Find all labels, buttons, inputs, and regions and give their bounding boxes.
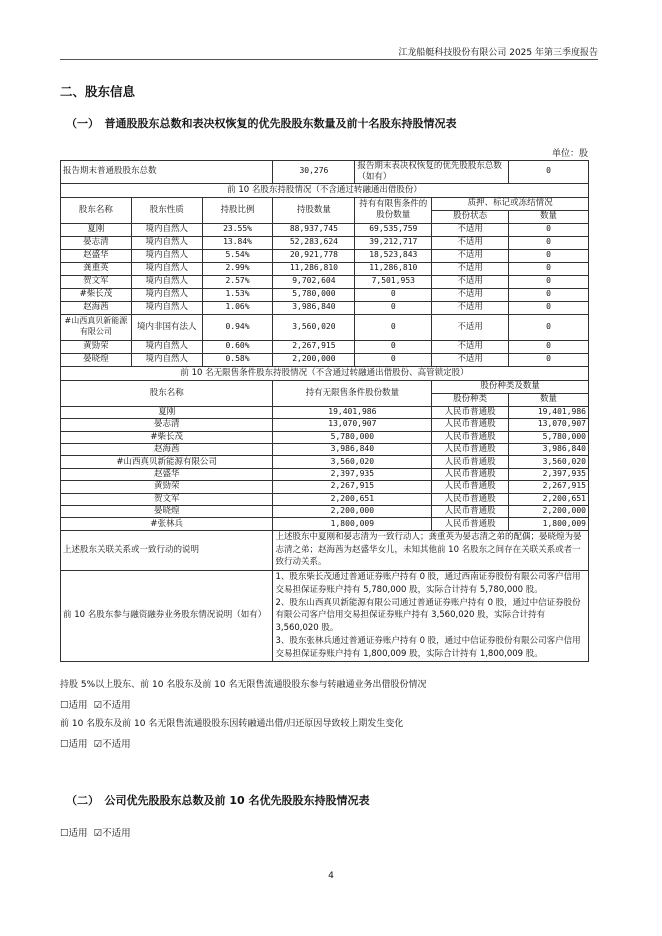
table-row	[61, 249, 589, 262]
margin-row	[61, 570, 589, 661]
top10-header-row	[61, 197, 589, 210]
table-row	[61, 275, 589, 288]
share-count: 13,070,907	[509, 419, 589, 431]
shareholder-name: 晏晓煌	[61, 505, 273, 517]
table-row	[61, 481, 589, 493]
pledge-count: 0	[509, 288, 589, 301]
shareholder-nature: 境内自然人	[131, 236, 202, 249]
share-count: 3,986,840	[509, 443, 589, 455]
shareholding-ratio: 0.60%	[202, 340, 273, 353]
checkbox-not-applicable[interactable]: ☑不适用	[93, 828, 131, 839]
unit-label: 单位：股	[551, 149, 588, 159]
shareholding-qty: 3,986,840	[273, 301, 355, 314]
pledge-count: 0	[509, 301, 589, 314]
share-count: 19,401,986	[509, 406, 589, 418]
relation-row	[61, 530, 589, 570]
shareholder-name: 黄勁荣	[61, 481, 273, 493]
unrestricted-header-row	[61, 380, 589, 393]
shareholder-name: 夏刚	[61, 223, 132, 236]
shareholding-qty: 52,283,624	[273, 236, 355, 249]
total-shareholders-label: 报告期末普通股股东总数	[61, 161, 273, 184]
shareholder-name: 赵盛华	[61, 249, 132, 262]
pledge-count: 0	[509, 223, 589, 236]
header-nature: 股东性质	[131, 197, 202, 223]
subsection-title-2: （二） 公司优先股股东总数及前 10 名优先股股东持股情况表	[66, 794, 370, 807]
share-status: 不适用	[432, 275, 509, 288]
shareholding-ratio: 23.55%	[202, 223, 273, 236]
table-row	[61, 353, 589, 366]
checkbox-applicable[interactable]: ☐适用	[60, 828, 88, 839]
margin-text	[273, 570, 589, 661]
margin-paragraph-2: 2、股东山西真贝新能源有限公司通过普通证券账户持有 0 股，通过中信证券股份有限公司客户信用交易担保证券账户持有 3,560,020 股，实际合计持有 3,560,020 股。	[275, 597, 581, 634]
table-row	[61, 468, 589, 480]
table-row	[61, 456, 589, 468]
shareholding-ratio: 1.06%	[202, 301, 273, 314]
share-count: 3,560,020	[509, 456, 589, 468]
margin-paragraph-3: 3、股东张林兵通过普通证券账户持有 0 股，通过中信证券股份有限公司客户信用交易担保证券账户持有 1,800,009 股，实际合计持有 1,800,009 股。	[275, 636, 581, 660]
restricted-qty: 0	[355, 340, 432, 353]
table-row	[61, 443, 589, 455]
shareholding-ratio: 1.53%	[202, 288, 273, 301]
header-divider	[60, 59, 598, 60]
relation-label: 上述股东关联关系或一致行动的说明	[61, 530, 273, 570]
share-kind: 人民币普通股	[432, 406, 509, 418]
total-shareholders-row	[61, 161, 589, 184]
unrestricted-qty: 2,200,651	[273, 493, 432, 505]
restricted-qty: 0	[355, 301, 432, 314]
checkbox-group-2	[60, 736, 131, 750]
shareholding-ratio: 13.84%	[202, 236, 273, 249]
pledge-count: 0	[509, 262, 589, 275]
restricted-qty: 7,501,953	[355, 275, 432, 288]
restricted-qty: 11,286,810	[355, 262, 432, 275]
checkbox-applicable[interactable]: ☐适用	[60, 700, 88, 711]
shareholding-ratio: 0.94%	[202, 314, 273, 340]
header-name: 股东名称	[61, 197, 132, 223]
restricted-qty: 39,212,717	[355, 236, 432, 249]
page-number: 4	[328, 871, 334, 881]
shareholder-name: #山西真贝新能源有限公司	[61, 314, 132, 340]
share-kind: 人民币普通股	[432, 493, 509, 505]
shareholder-nature: 境内自然人	[131, 288, 202, 301]
share-kind: 人民币普通股	[432, 518, 509, 530]
share-count: 2,200,651	[509, 493, 589, 505]
shareholder-name: 贺文军	[61, 275, 132, 288]
unrestricted-qty: 13,070,907	[273, 419, 432, 431]
share-kind: 人民币普通股	[432, 468, 509, 480]
shareholding-qty: 5,780,000	[273, 288, 355, 301]
share-status: 不适用	[432, 340, 509, 353]
unrestricted-qty: 2,267,915	[273, 481, 432, 493]
restricted-qty: 0	[355, 288, 432, 301]
pledge-count: 0	[509, 353, 589, 366]
unrestricted-qty: 2,200,000	[273, 505, 432, 517]
shareholding-qty: 2,267,915	[273, 340, 355, 353]
shareholder-name: 夏刚	[61, 406, 273, 418]
page-header: 江龙船艇科技股份有限公司 2025 年第三季度报告	[398, 48, 598, 58]
checkbox-group-1	[60, 697, 131, 711]
shareholder-nature: 境内非国有法人	[131, 314, 202, 340]
share-count: 1,800,009	[509, 518, 589, 530]
shareholder-name: 晏晓煌	[61, 353, 132, 366]
pledge-count: 0	[509, 275, 589, 288]
shareholding-ratio: 0.58%	[202, 353, 273, 366]
header-restricted: 持有有限售条件的股份数量	[355, 197, 432, 223]
checkbox-not-applicable[interactable]: ☑不适用	[93, 700, 131, 711]
shareholder-name: #山西真贝新能源有限公司	[61, 456, 273, 468]
share-count: 2,397,935	[509, 468, 589, 480]
shareholder-name: #柴长茂	[61, 431, 273, 443]
shareholding-qty: 20,921,778	[273, 249, 355, 262]
margin-paragraph-1: 1、股东柴长茂通过普通证券账户持有 0 股，通过西南证券股份有限公司客户信用交易担保证券账户持有 5,780,000 股，实际合计持有 5,780,000 股。	[275, 571, 581, 595]
header-u-kind: 股份种类及数量	[432, 380, 589, 393]
unrestricted-qty: 2,397,935	[273, 468, 432, 480]
pledge-count: 0	[509, 314, 589, 340]
shareholder-name: 龚重英	[61, 262, 132, 275]
shareholding-ratio: 2.99%	[202, 262, 273, 275]
share-kind: 人民币普通股	[432, 456, 509, 468]
preferred-shareholders-value: 0	[509, 161, 589, 184]
share-count: 2,200,000	[509, 505, 589, 517]
shareholder-nature: 境内自然人	[131, 340, 202, 353]
subsection-title-1: （一） 普通股股东总数和表决权恢复的优先股股东数量及前十名股东持股情况表	[66, 117, 457, 130]
shareholder-nature: 境内自然人	[131, 301, 202, 314]
share-status: 不适用	[432, 223, 509, 236]
shareholder-name: 贺文军	[61, 493, 273, 505]
preferred-shareholders-label: 报告期末表决权恢复的优先股股东总数（如有）	[355, 161, 509, 184]
shareholder-name: 晏志清	[61, 419, 273, 431]
share-kind: 人民币普通股	[432, 431, 509, 443]
pledge-count: 0	[509, 249, 589, 262]
share-count: 5,780,000	[509, 431, 589, 443]
shareholding-qty: 2,200,000	[273, 353, 355, 366]
shareholder-table	[60, 160, 589, 662]
table-row	[61, 406, 589, 418]
shareholding-ratio: 5.54%	[202, 249, 273, 262]
table-row	[61, 223, 589, 236]
share-status: 不适用	[432, 262, 509, 275]
share-kind: 人民币普通股	[432, 505, 509, 517]
unrestricted-qty: 19,401,986	[273, 406, 432, 418]
header-u-count: 数量	[509, 393, 589, 406]
shareholder-name: 黄勁荣	[61, 340, 132, 353]
share-status: 不适用	[432, 236, 509, 249]
shareholder-nature: 境内自然人	[131, 223, 202, 236]
shareholder-nature: 境内自然人	[131, 275, 202, 288]
share-kind: 人民币普通股	[432, 443, 509, 455]
header-count: 数量	[509, 210, 589, 223]
header-qty: 持股数量	[273, 197, 355, 223]
checkbox-not-applicable[interactable]: ☑不适用	[93, 739, 131, 750]
shareholder-name: 晏志清	[61, 236, 132, 249]
table-row	[61, 236, 589, 249]
table-row	[61, 431, 589, 443]
table-row	[61, 505, 589, 517]
header-u-name: 股东名称	[61, 380, 273, 406]
top10-title: 前 10 名股东持股情况（不含通过转融通出借股份）	[61, 183, 589, 197]
share-status: 不适用	[432, 301, 509, 314]
header-u-qty: 持有无限售条件股份数量	[273, 380, 432, 406]
total-shareholders-value: 30,276	[273, 161, 355, 184]
table-row	[61, 314, 589, 340]
share-status: 不适用	[432, 314, 509, 340]
share-status: 不适用	[432, 353, 509, 366]
header-u-kind2: 股份种类	[432, 393, 509, 406]
note-lending: 持股 5%以上股东、前 10 名股东及前 10 名无限售流通股股东参与转融通业务出借股份情况	[60, 680, 427, 690]
shareholder-nature: 境内自然人	[131, 353, 202, 366]
shareholder-name: #柴长茂	[61, 288, 132, 301]
shareholder-name: 赵海茜	[61, 301, 132, 314]
pledge-count: 0	[509, 236, 589, 249]
shareholder-nature: 境内自然人	[131, 262, 202, 275]
table-row	[61, 301, 589, 314]
share-kind: 人民币普通股	[432, 481, 509, 493]
header-pledge: 质押、标记或冻结情况	[432, 197, 589, 210]
share-status: 不适用	[432, 288, 509, 301]
header-ratio: 持股比例	[202, 197, 273, 223]
pledge-count: 0	[509, 340, 589, 353]
unrestricted-qty: 1,800,009	[273, 518, 432, 530]
share-kind: 人民币普通股	[432, 419, 509, 431]
checkbox-group-3	[60, 825, 131, 839]
margin-label: 前 10 名股东参与融资融券业务股东情况说明（如有）	[61, 570, 273, 661]
shareholding-qty: 88,937,745	[273, 223, 355, 236]
shareholding-qty: 11,286,810	[273, 262, 355, 275]
restricted-qty: 0	[355, 314, 432, 340]
unrestricted-qty: 5,780,000	[273, 431, 432, 443]
restricted-qty: 18,523,843	[355, 249, 432, 262]
unrestricted-title: 前 10 名无限售条件股东持股情况（不含通过转融通出借股份、高管锁定股）	[61, 366, 589, 380]
shareholding-qty: 9,702,604	[273, 275, 355, 288]
shareholding-qty: 3,560,020	[273, 314, 355, 340]
unrestricted-qty: 3,986,840	[273, 443, 432, 455]
restricted-qty: 0	[355, 353, 432, 366]
shareholder-name: 赵盛华	[61, 468, 273, 480]
section-title: 二、股东信息	[60, 84, 136, 99]
share-status: 不适用	[432, 249, 509, 262]
table-row	[61, 288, 589, 301]
table-row	[61, 493, 589, 505]
shareholder-nature: 境内自然人	[131, 249, 202, 262]
table-row	[61, 419, 589, 431]
note-change: 前 10 名股东及前 10 名无限售流通股股东因转融通出借/归还原因导致较上期发生变化	[60, 719, 404, 729]
table-row	[61, 262, 589, 275]
relation-text: 上述股东中夏刚和晏志清为一致行动人；龚重英为晏志清之弟的配偶；晏晓煌为晏志清之弟；赵海茜为赵盛华女儿，未知其他前 10 名股东之间存在关联关系或者一致行动关系。	[273, 530, 589, 570]
shareholding-ratio: 2.57%	[202, 275, 273, 288]
share-count: 2,267,915	[509, 481, 589, 493]
shareholder-name: 赵海茜	[61, 443, 273, 455]
table-row	[61, 518, 589, 530]
restricted-qty: 69,535,759	[355, 223, 432, 236]
table-row	[61, 340, 589, 353]
header-status: 股份状态	[432, 210, 509, 223]
unrestricted-qty: 3,560,020	[273, 456, 432, 468]
checkbox-applicable[interactable]: ☐适用	[60, 739, 88, 750]
shareholder-name: #张林兵	[61, 518, 273, 530]
